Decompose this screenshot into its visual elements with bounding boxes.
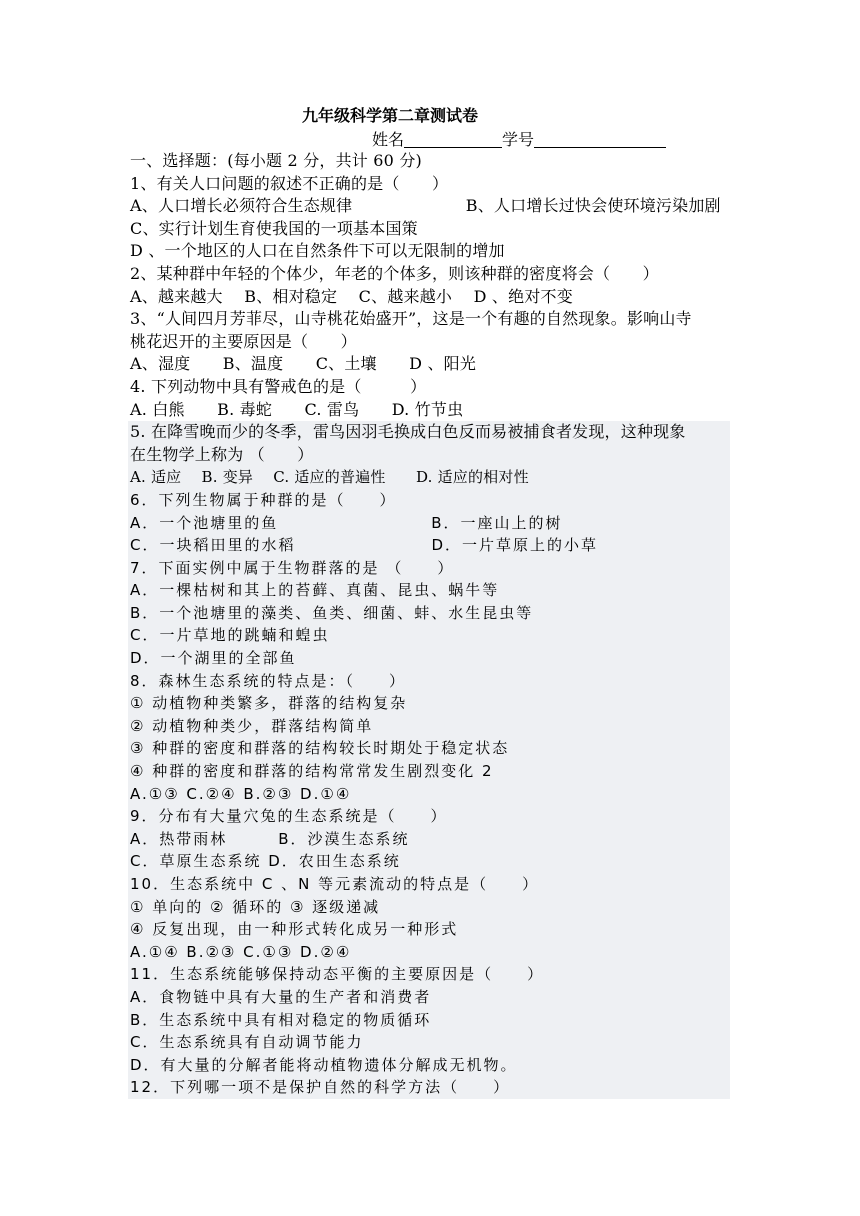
text-line: 4. 下列动物中具有警戒色的是（ ）	[130, 376, 427, 396]
text-line: B．一个池塘里的藻类、鱼类、细菌、蚌、水生昆虫等	[128, 602, 730, 625]
text-line: C、实行计划生育使我国的一项基本国策	[130, 218, 418, 238]
text-line: 10．生态系统中 C 、N 等元素流动的特点是（ ）	[128, 873, 730, 896]
text-line: 3、“人间四月芳菲尽，山寺桃花始盛开”，这是一个有趣的自然现象。影响山寺	[130, 309, 692, 329]
text-line: 1、有关人口问题的叙述不正确的是（ ）	[130, 173, 449, 193]
id-blank[interactable]	[534, 129, 666, 148]
text-line: D．有大量的分解者能将动植物遗体分解成无机物。	[128, 1054, 730, 1077]
text-line: D 、一个地区的人口在自然条件下可以无限制的增加	[130, 241, 505, 261]
text-line: 桃花迟开的主要原因是（ ）	[130, 331, 357, 351]
text-line: C．一片草地的跳蝻和蝗虫	[128, 624, 730, 647]
text-line: 一、选择题：(每小题 2 分，共计 60 分)	[130, 151, 422, 170]
text-line: 5. 在降雪晚而少的冬季，雷鸟因羽毛换成白色反而易被捕食者发现，这种现象	[128, 421, 730, 444]
text-line: 9．分布有大量穴兔的生态系统是（ ）	[128, 805, 730, 828]
text-line: A.①③ C.②④ B.②③ D.①④	[128, 783, 730, 806]
page-title: 九年级科学第二章测试卷	[301, 106, 478, 125]
text-line: ④ 种群的密度和群落的结构常常发生剧烈变化 2	[128, 760, 730, 783]
text-line: A、人口增长必须符合生态规律 B、人口增长过快会使环境污染加剧	[130, 196, 721, 216]
text-line: 8．森林生态系统的特点是：（ ）	[128, 670, 730, 693]
text-line: A. 适应 B. 变异 C. 适应的普遍性 D. 适应的相对性	[128, 466, 730, 489]
text-line: ② 动植物种类少，群落结构简单	[128, 715, 730, 738]
id-label: 学号	[502, 130, 535, 149]
text-line: A、湿度 B、温度 C、土壤 D 、阳光	[130, 354, 477, 374]
text-line: 在生物学上称为 （ ）	[128, 444, 730, 467]
text-line: C．草原生态系统 D．农田生态系统	[128, 850, 730, 873]
text-line: 6．下列生物属于种群的是（ ）	[128, 489, 730, 512]
text-line: A．一个池塘里的鱼 B．一座山上的树	[128, 512, 730, 535]
name-label: 姓名	[372, 130, 405, 149]
name-blank[interactable]	[404, 129, 502, 148]
text-line: ③ 种群的密度和群落的结构较长时期处于稳定状态	[128, 737, 730, 760]
text-line: 7．下面实例中属于生物群落的是 （ ）	[128, 557, 730, 580]
text-line: A．一棵枯树和其上的苔藓、真菌、昆虫、蜗牛等	[128, 579, 730, 602]
text-line: A.①④ B.②③ C.①③ D.②④	[128, 941, 730, 964]
text-line: 12．下列哪一项不是保护自然的科学方法（ ）	[128, 1076, 730, 1099]
text-line: 11．生态系统能够保持动态平衡的主要原因是（ ）	[128, 963, 730, 986]
question-body	[130, 150, 730, 1099]
text-line: A．食物链中具有大量的生产者和消费者	[128, 986, 730, 1009]
text-line: A. 白熊 B. 毒蛇 C. 雷鸟 D. 竹节虫	[130, 399, 464, 419]
text-line: A．热带雨林 B．沙漠生态系统	[128, 828, 730, 851]
text-line: B．生态系统中具有相对稳定的物质循环	[128, 1009, 730, 1032]
text-line: ④ 反复出现，由一种形式转化成另一种形式	[128, 918, 730, 941]
student-info-line	[372, 128, 666, 152]
text-line: D．一个湖里的全部鱼	[128, 647, 730, 670]
text-line: C．一块稻田里的水稻 D．一片草原上的小草	[128, 534, 730, 557]
text-line: 2、某种群中年轻的个体少，年老的个体多，则该种群的密度将会（ ）	[130, 263, 659, 283]
text-line: ① 单向的 ② 循环的 ③ 逐级递减	[128, 896, 730, 919]
text-line: A、越来越大 B、相对稳定 C、越来越小 D 、绝对不变	[130, 286, 573, 306]
text-line: ① 动植物种类繁多，群落的结构复杂	[128, 692, 730, 715]
text-line: C．生态系统具有自动调节能力	[128, 1031, 730, 1054]
